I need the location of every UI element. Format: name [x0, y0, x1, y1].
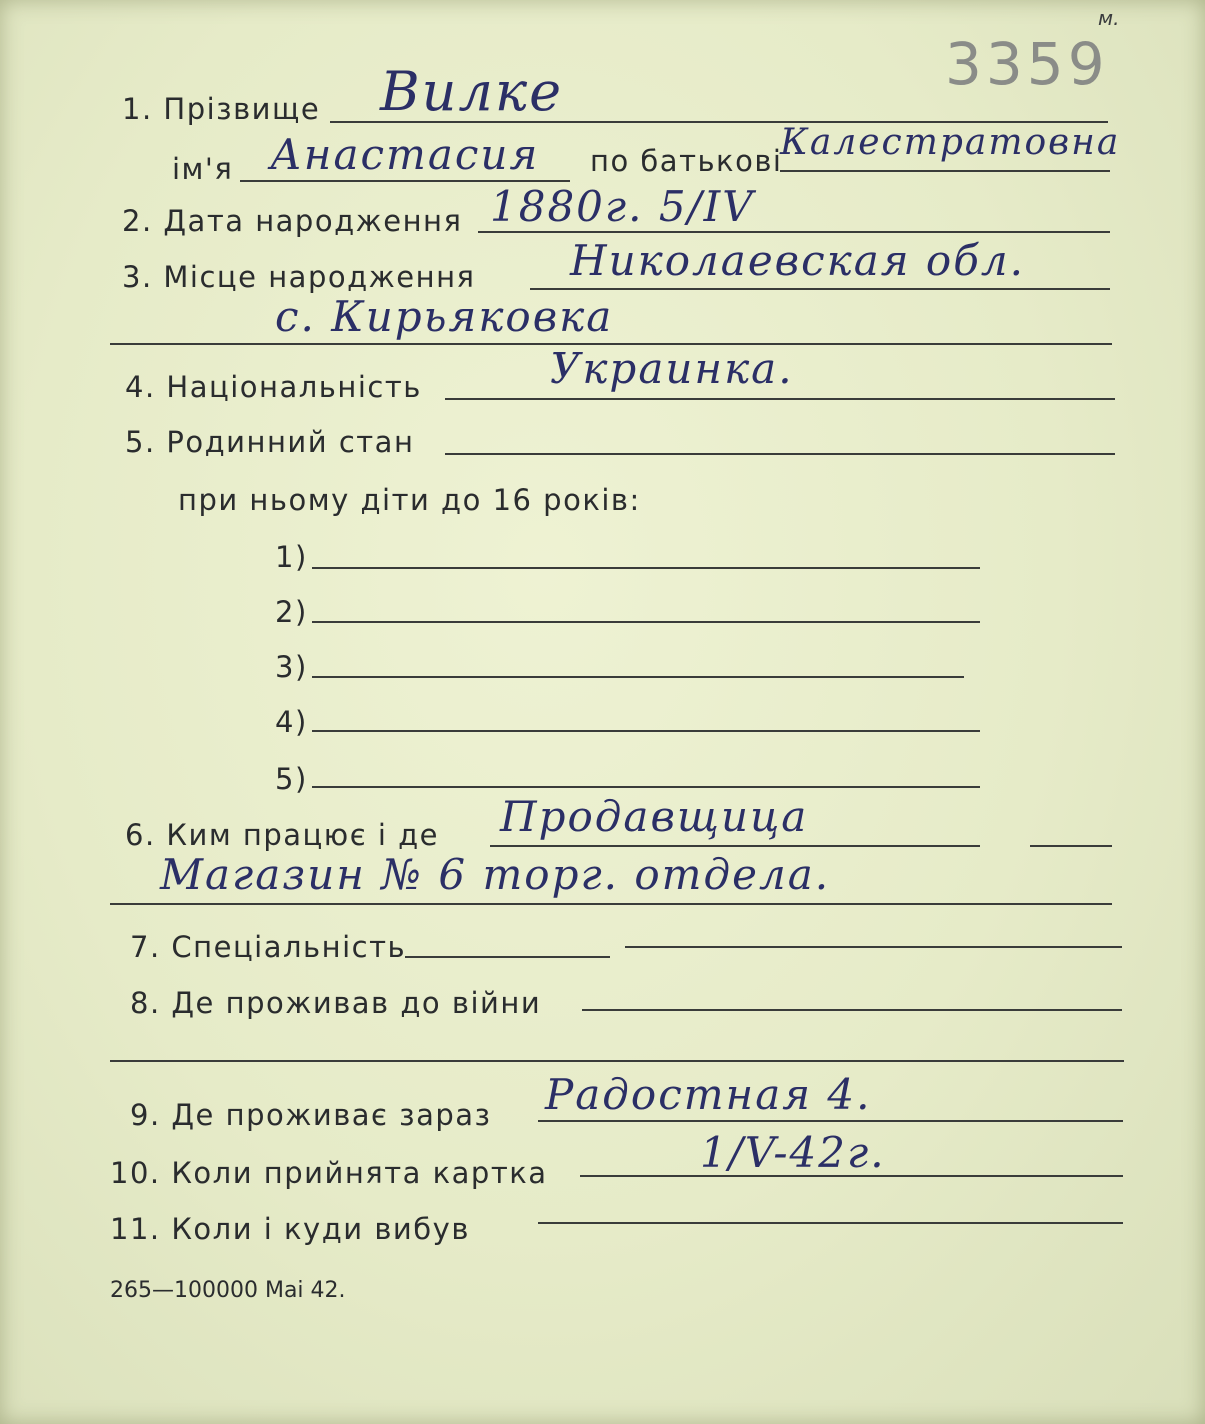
current-label: 9. Де проживає зараз: [130, 1098, 492, 1132]
current-value: Радостная 4.: [545, 1070, 872, 1119]
child-2-label: 2): [275, 595, 308, 629]
current-line: [538, 1120, 1123, 1122]
print-info: 265—100000 Маі 42.: [110, 1278, 346, 1303]
patronymic-label: по батькові: [590, 144, 783, 178]
birthplace-label: 3. Місце народження: [122, 260, 476, 294]
family-line: [445, 453, 1115, 455]
child-3-label: 3): [275, 650, 308, 684]
family-label: 5. Родинний стан: [125, 425, 415, 459]
birthplace-value-2: с. Кирьяковка: [275, 292, 614, 341]
prewar-line-2: [110, 1060, 1124, 1062]
name-label: ім'я: [172, 152, 234, 186]
work-line-1b: [1030, 845, 1112, 847]
nationality-label: 4. Національність: [125, 370, 422, 404]
archive-mark: м.: [1098, 6, 1120, 30]
birthdate-label: 2. Дата народження: [122, 204, 463, 238]
prewar-line-1: [582, 1009, 1122, 1011]
work-value-2: Магазин № 6 торг. отдела.: [160, 850, 831, 899]
surname-label: 1. Прізвище: [122, 92, 321, 126]
nationality-line: [445, 398, 1115, 400]
archive-number: 3359: [945, 30, 1109, 98]
birthplace-value-1: Николаевская обл.: [570, 236, 1025, 285]
surname-value: Вилке: [380, 60, 564, 123]
work-value-1: Продавщица: [500, 792, 809, 841]
children-label: при ньому діти до 16 років:: [178, 483, 641, 517]
speciality-label: 7. Спеціальність: [130, 930, 407, 964]
birthplace-line-1: [530, 288, 1110, 290]
child-4-line: [312, 730, 980, 732]
name-value: Анастасия: [270, 130, 540, 179]
birthdate-value: 1880г. 5/IV: [490, 182, 755, 231]
patronymic-line: [780, 170, 1110, 172]
accepted-label: 10. Коли прийнята картка: [110, 1156, 548, 1190]
work-line-1: [490, 845, 980, 847]
accepted-value: 1/V-42г.: [700, 1128, 886, 1177]
child-3-line: [312, 676, 964, 678]
departed-label: 11. Коли і куди вибув: [110, 1212, 470, 1246]
patronymic-value: Калестратовна: [780, 122, 1121, 163]
child-2-line: [312, 621, 980, 623]
departed-line: [538, 1222, 1123, 1224]
nationality-value: Украинка.: [550, 344, 794, 393]
child-5-label: 5): [275, 762, 308, 796]
child-5-line: [312, 786, 980, 788]
child-4-label: 4): [275, 705, 308, 739]
work-line-2: [110, 903, 1112, 905]
birthdate-line: [478, 231, 1110, 233]
speciality-line-2: [625, 946, 1122, 948]
prewar-label: 8. Де проживав до війни: [130, 986, 542, 1020]
child-1-line: [312, 567, 980, 569]
child-1-label: 1): [275, 540, 308, 574]
work-label: 6. Ким працює і де: [125, 818, 440, 852]
speciality-line: [405, 956, 610, 958]
